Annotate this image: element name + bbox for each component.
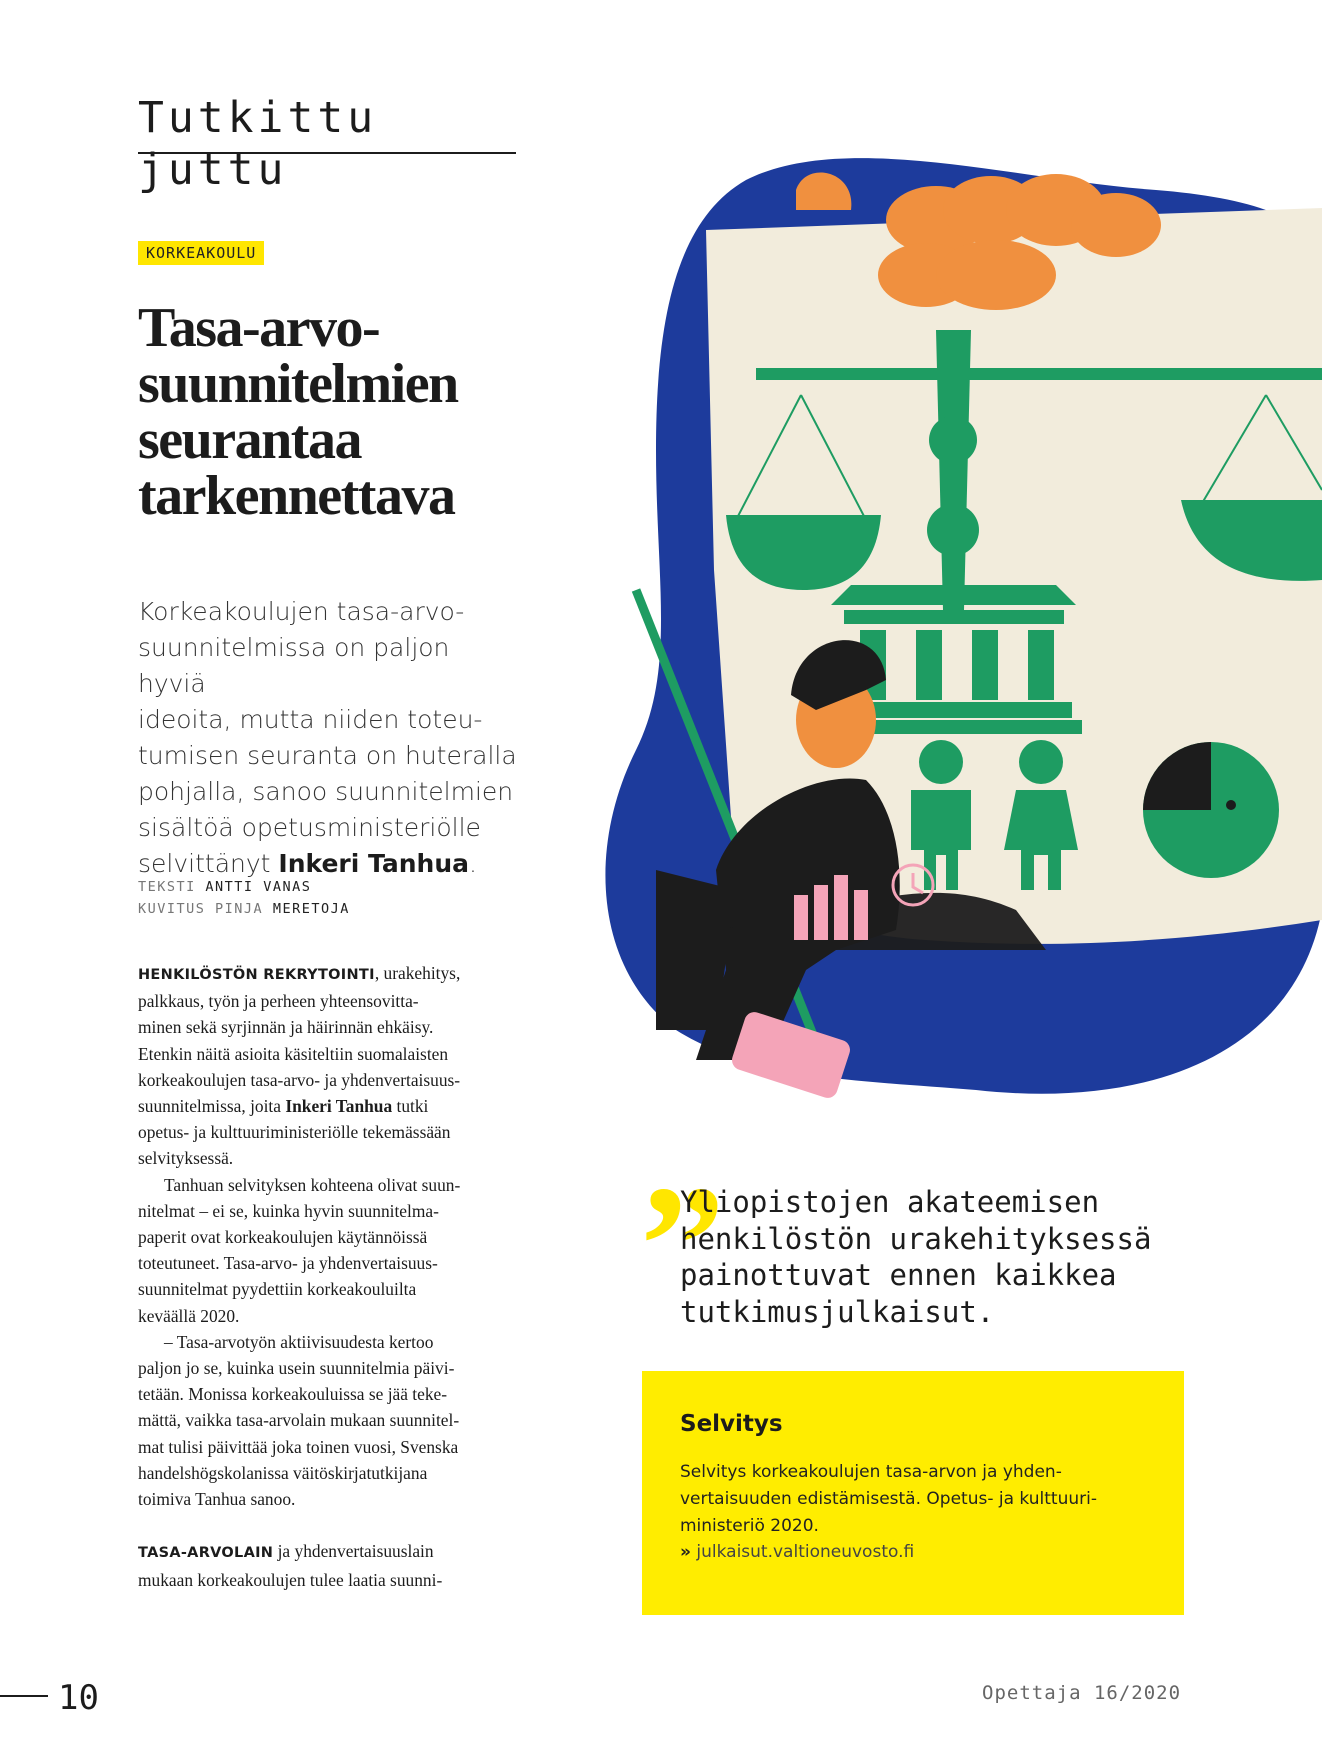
credits (138, 876, 350, 920)
category-tag: KORKEAKOULU (138, 241, 264, 265)
illustration-credit-author: MERETOJA (272, 901, 350, 917)
lead-paragraph (138, 594, 518, 882)
article-body (138, 960, 548, 1593)
section-header-label: Tutkittu juttu (138, 93, 378, 195)
info-box-text: Selvitys korkeakoulujen tasa-arvon ja yhden- vertaisuuden edistämisestä. Opetus- ja kulttuuri- ministeriö 2020. (680, 1462, 1097, 1536)
pull-quote: Yliopistojen akateemisen henkilöstön urakehityksessä painottuvat ennen kaikkea tutkimusjulkaisut. (680, 1185, 1152, 1329)
body-paragraph-3: – Tasa-arvotyön aktiivisuudesta kertoo paljon jo se, kuinka usein suunnitelmia päivi- tetään. Monissa korkeakouluissa se jää teke- mättä, vaikka tasa-arvolain mukaan suunnitel- mat tulisi päivittää joka toinen vuosi, Svenska handelshögskolanissa väitöskirjatutkijana toimiva Tanhua sanoo. (138, 1331, 460, 1510)
quote-mark: ” (640, 1151, 725, 1339)
text-credit-label: TEKSTI (138, 879, 196, 895)
section-header (138, 92, 516, 195)
body-paragraph-1b: tutki opetus- ja kulttuuriministeriölle tekemässään selvityksessä. (138, 1096, 451, 1169)
lead-text: Korkeakoulujen tasa-arvo- suunnitelmissa on paljon hyviä ideoita, mutta niiden toteu- tumisen seuranta on huteralla pohjalla, sanoo suunnitelmien sisältöä opetusministeriölle selvittänyt (138, 597, 517, 878)
text-credit-author: ANTTI VANAS (205, 879, 312, 895)
footer-rule (0, 1695, 48, 1697)
pie-chart-face (1143, 742, 1279, 878)
page-number: 10 (58, 1678, 99, 1718)
info-box-link-text[interactable]: julkaisut.valtioneuvosto.fi (696, 1542, 915, 1562)
magazine-issue: Opettaja 16/2020 (982, 1682, 1182, 1704)
info-box-title: Selvitys (680, 1411, 783, 1437)
info-box-link[interactable] (680, 1542, 1146, 1562)
body-paragraph-4: ja yhdenvertaisuuslain mukaan korkeakoulujen tulee laatia suunni- (138, 1541, 443, 1590)
paragraph-lead-in: HENKILÖSTÖN REKRYTOINTI (138, 967, 375, 983)
body-paragraph-1a: , urakehitys, palkkaus, työn ja perheen yhteensovitta- minen sekä syrjinnän ja häirinnän ehkäisy. Etenkin näitä asioita käsiteltiin suomalaisten korkeakoulujen tasa-arvo- ja yhdenvertaisuus- suunnitelmissa, joita (138, 963, 461, 1117)
illustration (596, 150, 1322, 1100)
illustration-credit (138, 898, 350, 920)
lead-name: Inkeri Tanhua (278, 849, 469, 878)
illustration-credit-label: KUVITUS PINJA (138, 901, 264, 917)
body-name: Inkeri Tanhua (285, 1096, 393, 1117)
lead-end: . (468, 849, 477, 878)
headline: Tasa-arvo- suunnitelmien seurantaa tarkennettava (138, 297, 458, 527)
text-credit (138, 876, 350, 898)
chevron-right-icon: » (680, 1542, 691, 1562)
info-box (642, 1371, 1184, 1615)
paragraph-lead-in-2: TASA-ARVOLAIN (138, 1545, 274, 1562)
body-paragraph-2: Tanhuan selvityksen kohteena olivat suun- nitelmat – ei se, kuinka hyvin suunnitelma- paperit ovat korkeakoulujen käytännöissä toteutuneet. Tasa-arvo- ja yhdenvertaisuus- suunnitelmat pyydettiin korkeakouluilta keväällä 2020. (138, 1174, 461, 1326)
